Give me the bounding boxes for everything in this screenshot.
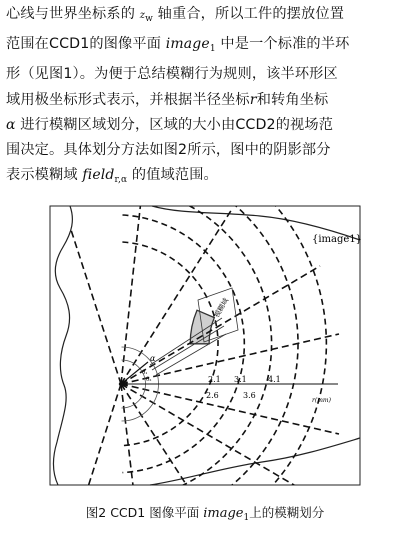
variable-z-subscript: w — [145, 14, 153, 24]
text-segment: 域用极坐标形式表示，并根据半径坐标 — [6, 91, 250, 108]
radial-line-4 — [121, 266, 320, 384]
text-line-3: 形（见图1）。为便于总结模糊行为规则，该半环形区 — [6, 66, 338, 83]
variable-field-subscript: r,α — [114, 175, 128, 186]
text-segment: 轴重合，所以工件的摆放位置 — [152, 6, 345, 22]
text-segment: 进行模糊区域划分，区域的大小由CCD2的视场范 — [15, 116, 334, 133]
radial-line-1 — [61, 199, 121, 384]
text-segment: 中是一个标准的半环 — [215, 36, 350, 53]
caption-prefix: 图2 CCD1 图像平面 — [85, 505, 204, 520]
radial-line-6 — [121, 384, 339, 434]
ring-label-3-6: 3.6 — [243, 391, 256, 400]
variable-alpha: α — [6, 116, 16, 133]
variable-z-text: z — [139, 10, 146, 21]
ring-label-2-1: 2.1 — [208, 375, 221, 384]
text-segment: 范围在CCD1的图像平面 — [6, 36, 166, 53]
ring-label-3-1: 3.1 — [234, 375, 247, 384]
variable-field-text: field — [82, 167, 115, 184]
variable-image-text: image — [165, 36, 210, 53]
ring-label-4-1: 4.1 — [268, 375, 281, 384]
caption-variable-text: image — [203, 506, 244, 521]
polar-grid — [61, 131, 339, 534]
text-segment: 心线与世界坐标系的 — [6, 6, 140, 22]
image-frame-label: {image1} — [312, 234, 363, 245]
text-segment: 表示模糊域 — [6, 167, 83, 184]
ring-arc-2 — [123, 215, 245, 473]
alpha-label: α — [150, 354, 156, 363]
plate-edge-left — [53, 206, 72, 485]
r-axis-label: r(mm) — [312, 397, 331, 404]
caption-variable-subscript: 1 — [243, 513, 250, 523]
text-segment: 的值域范围。 — [127, 167, 218, 184]
caption-variable — [203, 506, 249, 521]
variable-r: r — [249, 91, 257, 108]
text-segment: 和转角坐标 — [256, 91, 329, 108]
caption-suffix: 上的模糊划分 — [249, 505, 325, 520]
hatch-lines — [150, 318, 226, 375]
text-line-6: 围决定。具体划分方法如图2所示，图中的阴影部分 — [6, 142, 331, 159]
fuzzy-field-label: 模糊域 — [212, 296, 231, 319]
theta1-label: θ₁ — [142, 370, 148, 376]
variable-image-subscript: 1 — [209, 44, 216, 55]
figure-frame — [50, 206, 363, 485]
radial-line-7 — [121, 384, 318, 499]
figure-caption — [0, 503, 410, 523]
theta2-label: θ₂ — [146, 377, 152, 383]
ring-label-2-6: 2.6 — [206, 391, 219, 400]
origin-point — [119, 382, 123, 386]
